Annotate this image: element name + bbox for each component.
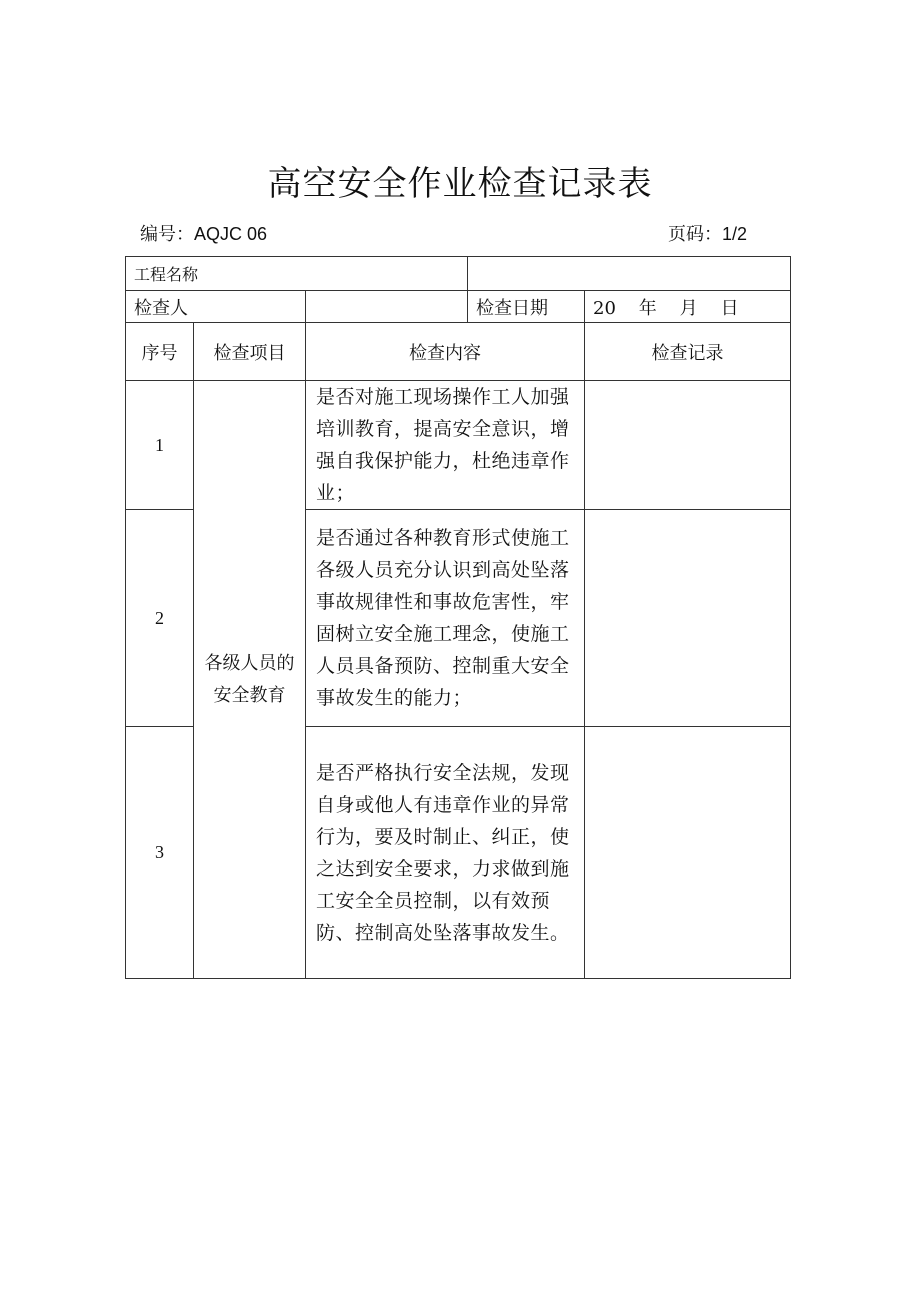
row-seq: 3 <box>126 727 194 979</box>
page-number <box>668 220 747 249</box>
header-record: 检查记录 <box>585 323 791 381</box>
document-number-value: AQJC 06 <box>194 224 268 244</box>
row-record-field[interactable] <box>585 381 791 510</box>
page-title: 高空安全作业检查记录表 <box>267 164 653 204</box>
inspection-item-group: 各级人员的安全教育 <box>194 381 306 979</box>
inspector-label: 检查人 <box>126 291 306 323</box>
row-record-field[interactable] <box>585 727 791 979</box>
inspection-date-label: 检查日期 <box>468 291 585 323</box>
table-row <box>126 381 791 510</box>
row-seq: 2 <box>126 510 194 727</box>
inspector-field[interactable] <box>306 291 468 323</box>
header-content: 检查内容 <box>306 323 585 381</box>
row-content: 是否严格执行安全法规，发现自身或他人有违章作业的异常行为，要及时制止、纠正，使之达到安全要求，力求做到施工安全全员控制，以有效预防、控制高处坠落事故发生。 <box>306 727 585 979</box>
inspection-record-table <box>125 256 791 979</box>
project-name-label: 工程名称 <box>126 257 468 291</box>
header-row <box>126 323 791 381</box>
page-number-label: 页码： <box>668 224 722 245</box>
row-seq: 1 <box>126 381 194 510</box>
row-record-field[interactable] <box>585 510 791 727</box>
header-item: 检查项目 <box>194 323 306 381</box>
row-content: 是否通过各种教育形式使施工各级人员充分认识到高处坠落事故规律性和事故危害性，牢固树立安全施工理念，使施工人员具备预防、控制重大安全事故发生的能力； <box>306 510 585 727</box>
project-name-row <box>126 257 791 291</box>
inspection-date-field[interactable]: 20 年 月 日 <box>585 291 791 323</box>
header-seq: 序号 <box>126 323 194 381</box>
document-number <box>140 220 267 249</box>
document-number-label: 编号： <box>140 224 194 245</box>
project-name-field[interactable] <box>468 257 791 291</box>
row-content: 是否对施工现场操作工人加强培训教育，提高安全意识，增强自我保护能力，杜绝违章作业； <box>306 381 585 510</box>
page-number-value: 1/2 <box>722 224 748 244</box>
inspector-row <box>126 291 791 323</box>
